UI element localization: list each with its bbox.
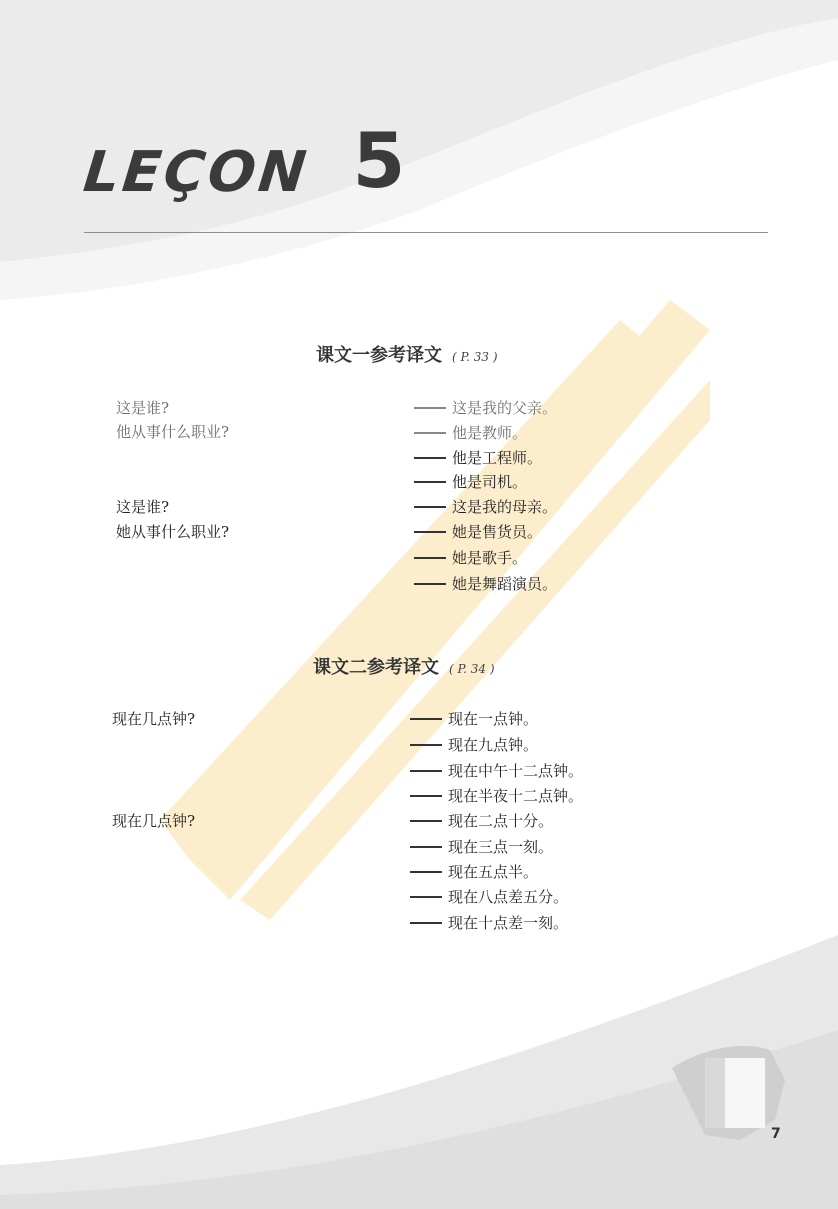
section2-answer: 现在中午十二点钟。 xyxy=(410,760,583,781)
section1-page-ref: ( P. 33 ) xyxy=(452,350,498,364)
lesson-word: LEÇON xyxy=(80,140,312,205)
page-number: 7 xyxy=(771,1126,781,1142)
lesson-number: 5 xyxy=(352,116,406,205)
section1-answer: 这是我的母亲。 xyxy=(414,496,557,517)
section2-answer: 现在半夜十二点钟。 xyxy=(410,785,583,806)
section2-title xyxy=(313,653,495,679)
section1-answer: 他是司机。 xyxy=(414,471,527,492)
lesson-heading xyxy=(80,116,406,209)
section1-answer: 这是我的父亲。 xyxy=(414,397,557,418)
section2-answer: 现在二点十分。 xyxy=(410,810,553,831)
section1-answer: 她是舞蹈演员。 xyxy=(414,573,557,594)
section1-question: 他从事什么职业? xyxy=(116,423,230,441)
section2-answer: 现在十点差一刻。 xyxy=(410,912,568,933)
section1-question: 这是谁? xyxy=(116,399,170,417)
section1-title xyxy=(316,341,498,367)
section2-title-text: 课文二参考译文 xyxy=(313,657,439,678)
section1-answer: 他是工程师。 xyxy=(414,447,542,468)
section1-question: 这是谁? xyxy=(116,498,170,516)
section1-question: 她从事什么职业? xyxy=(116,523,230,541)
heading-rule xyxy=(84,232,768,233)
section1-title-text: 课文一参考译文 xyxy=(316,345,442,366)
section2-answer: 现在九点钟。 xyxy=(410,734,538,755)
section2-answer: 现在五点半。 xyxy=(410,861,538,882)
section2-page-ref: ( P. 34 ) xyxy=(449,662,495,676)
section2-question: 现在几点钟? xyxy=(112,812,196,830)
section2-question: 现在几点钟? xyxy=(112,710,196,728)
section2-answer: 现在三点一刻。 xyxy=(410,836,553,857)
section2-answer: 现在八点差五分。 xyxy=(410,886,568,907)
section1-answer: 他是教师。 xyxy=(414,422,527,443)
section1-answer: 她是歌手。 xyxy=(414,547,527,568)
section2-answer: 现在一点钟。 xyxy=(410,708,538,729)
section1-answer: 她是售货员。 xyxy=(414,521,542,542)
